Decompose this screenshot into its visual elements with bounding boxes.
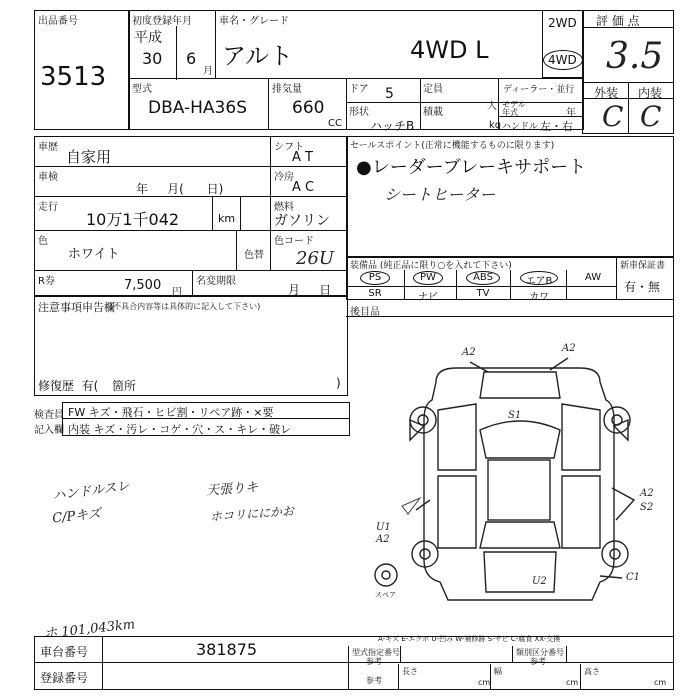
repair-close: )	[336, 376, 341, 390]
length-cm: cm	[478, 678, 491, 687]
color-value: ホワイト	[68, 247, 120, 262]
mark-u2: U2	[532, 576, 547, 587]
category-ref: 参考	[530, 657, 546, 666]
width-label: 幅	[494, 667, 502, 676]
check-row-1: FW キズ・飛石・ヒビ割・リペア跡・×要	[68, 406, 274, 419]
model-year-label: モデル 年式	[502, 100, 526, 117]
displacement-value: 660	[292, 98, 325, 118]
cooling-label: 冷房	[274, 172, 294, 183]
mark-a2-2: A2	[562, 343, 576, 354]
mark-s2: S2	[640, 502, 654, 513]
report-sub: (不具合内容等は具体的に記入して下さい)	[110, 302, 261, 311]
equip-airbag: エアB	[525, 276, 553, 287]
lot-label: 出品番号	[38, 16, 78, 27]
lot-number: 3513	[40, 62, 107, 92]
color-code-label: 色コード	[274, 236, 314, 247]
height-divider	[580, 664, 581, 690]
sales-point-2: シートヒーター	[384, 185, 496, 204]
sales-label: セールスポイント(正常に機能するものに限ります)	[350, 141, 555, 151]
width-divider	[490, 664, 491, 690]
history-label: 車歴	[38, 142, 58, 153]
equip-tv: TV	[476, 288, 490, 299]
report-label: 注意事項申告欄	[38, 301, 115, 314]
color-change-label: 色替	[244, 250, 264, 261]
sales-point-1: ●レーダーブレーキサポート	[356, 157, 587, 178]
drive-2wd: 2WD	[548, 16, 577, 30]
shift-value: A T	[292, 150, 313, 165]
shape-label: 形状	[349, 107, 369, 118]
chassis-number-label: 車台番号	[40, 645, 89, 659]
width-cm: cm	[566, 678, 579, 687]
hand-note-4: ホコリににかお	[209, 504, 295, 524]
designation-divider	[348, 646, 349, 690]
mark-s1: S1	[508, 410, 522, 421]
diagram-legend: A-キズ E-エクボ U-凹み W-補修跡 S-サビ C-腐食 XX-交換	[378, 635, 561, 643]
warranty-value: 有・無	[624, 280, 661, 294]
rear-seat-label: 後目品	[350, 307, 380, 318]
recycle-value: 7,500	[124, 278, 162, 293]
height-cm: cm	[654, 678, 667, 687]
ref-label: 参考	[366, 676, 382, 685]
inspection-value: 年 月( 日)	[136, 182, 224, 196]
equip-leather: カワ	[529, 292, 549, 303]
handle-value: 左・右	[540, 120, 573, 133]
mark-c1: C1	[626, 572, 641, 583]
model-label: 車名・グレード	[219, 16, 289, 27]
equip-ps: PS	[368, 272, 382, 283]
spare-label: スペア	[375, 591, 396, 599]
first-reg-label: 初度登録年月	[132, 16, 192, 27]
mark-a2-3: A2	[640, 488, 654, 499]
fuel-label: 燃料	[274, 202, 294, 213]
grade: 4WD L	[410, 36, 489, 64]
fuel-value: ガソリン	[274, 213, 330, 229]
chassis-number-value: 381875	[196, 640, 258, 659]
car-name: アルト	[222, 42, 294, 70]
drive-4wd: 4WD	[548, 53, 577, 67]
category-divider	[512, 646, 513, 662]
length-label: 長さ	[402, 667, 418, 676]
doors-label: ドア	[349, 84, 369, 95]
new-car-label: 新車保証書	[620, 261, 666, 271]
equip-pw: PW	[420, 272, 436, 283]
entry-label: 記入欄	[34, 425, 64, 436]
interior-value: C	[640, 100, 662, 133]
mark-a2-4: A2	[376, 534, 390, 545]
load-label: 積載	[423, 107, 443, 118]
length-divider	[398, 664, 399, 690]
capacity-label: 定員	[423, 84, 443, 95]
height-label: 高さ	[584, 667, 600, 676]
cc-unit: CC	[328, 118, 342, 129]
shape-value: ハッチB	[370, 119, 415, 133]
reg-year: 30	[142, 49, 163, 68]
handle-label: ハンドル	[502, 122, 539, 132]
equip-sr: SR	[368, 288, 382, 299]
check-label: 検査員	[34, 410, 64, 421]
doors-value: 5	[385, 86, 394, 102]
color-code-value: 26U	[296, 248, 335, 269]
recycle-label: R券	[38, 276, 55, 287]
exterior-label: 外装	[594, 86, 619, 100]
year-unit: 年	[566, 108, 576, 119]
category-divider-2	[566, 646, 567, 662]
expiry-value: 月 日	[288, 283, 332, 297]
exterior-value: C	[602, 100, 624, 133]
cooling-value: A C	[292, 180, 315, 195]
interior-label: 内装	[638, 86, 663, 100]
hand-mileage: ホ 101,043km	[43, 617, 136, 642]
category-label: 類別区分番号	[516, 648, 564, 657]
equip-navi: ナビ	[418, 292, 438, 303]
designation-divider-2	[400, 646, 401, 662]
kg-unit: kg	[489, 120, 502, 131]
reg-month: 6	[186, 49, 197, 68]
mark-a2-1: A2	[462, 347, 476, 358]
era-label: 平成	[134, 30, 162, 46]
score-label: 評 価 点	[596, 14, 640, 28]
month-unit: 月	[203, 66, 213, 77]
chassis-hline	[34, 662, 674, 663]
type-value: DBA-HA36S	[148, 98, 247, 118]
registration-label: 登録番号	[40, 671, 89, 685]
mileage-value: 10万1千042	[86, 210, 180, 229]
mark-u1: U1	[376, 522, 391, 533]
capacity-unit: 人	[487, 101, 497, 112]
repair-label: 修復歴 有(	[38, 379, 99, 393]
inspection-label: 車検	[38, 172, 58, 183]
type-label: 型式	[132, 84, 152, 95]
yen-unit: 円	[172, 287, 182, 298]
score-value: 3.5	[606, 36, 664, 77]
repair-unit: 箇所	[112, 379, 137, 393]
mileage-label: 走行	[38, 202, 58, 213]
hand-note-2: C/Pキズ	[51, 506, 102, 527]
displacement-label: 排気量	[272, 84, 302, 95]
designation-label: 型式指定番号	[352, 648, 400, 657]
equip-abs: ABS	[473, 272, 493, 283]
equipment-label: 装備品 (純正品に限り○を入れて下さい)	[350, 261, 512, 271]
chassis-vline	[102, 636, 103, 690]
dealer-label: ディーラー・並行	[503, 85, 575, 95]
designation-ref: 参考	[366, 657, 382, 666]
history-value: 自家用	[66, 148, 112, 166]
check-row-2: 内装 キズ・汚レ・コゲ・穴・ス・キレ・破レ	[68, 423, 292, 436]
hand-note-3: 天張りキ	[205, 480, 259, 499]
expiry-label: 名変期限	[196, 276, 236, 287]
color-label: 色	[38, 236, 48, 247]
shift-label: シフト	[274, 142, 304, 153]
km-unit: km	[218, 212, 236, 225]
equip-aw: AW	[584, 272, 602, 283]
hand-note-1: ハンドルスレ	[51, 478, 131, 505]
